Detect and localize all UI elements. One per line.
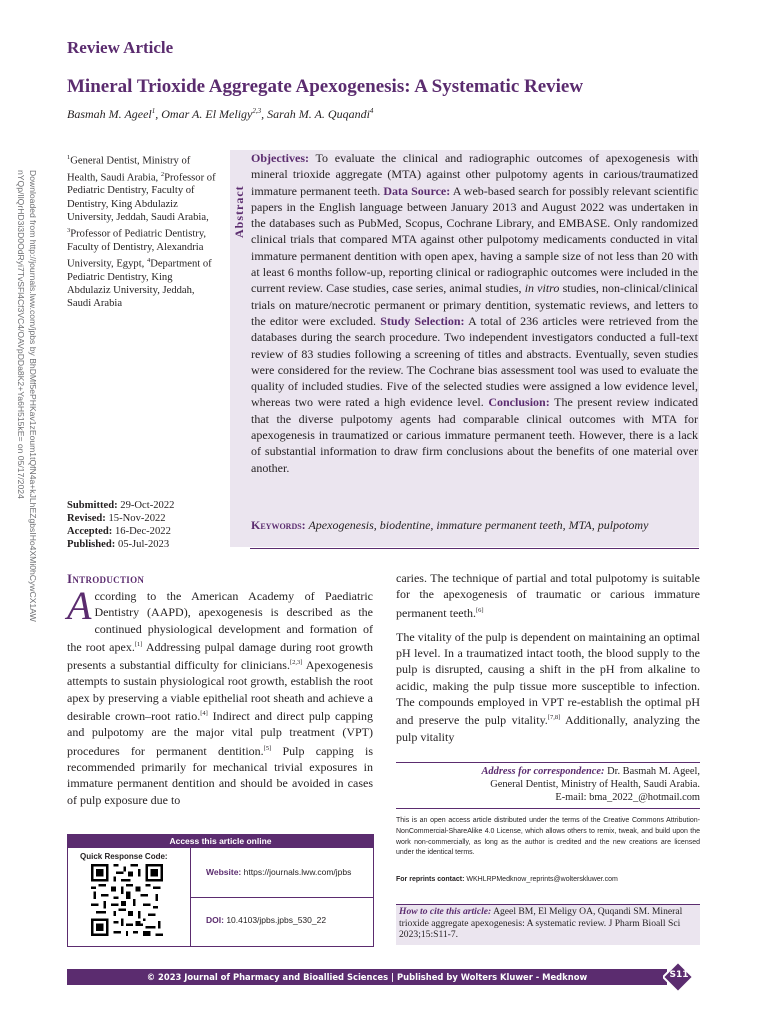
introduction-column-left: According to the American Academy of Paediatric Dentistry (AAPD), apexogenesis is described as the continued physiological development and formation of the root apex.[1] Addressing pulpal damage during root growth presents a substantial difficulty for clinicians.[2,3] Apexogenesis attempts to sustain physiological root growth, establish the root apex by preserving a viable epithelial root sheath and achieve a desirable crown–root ratio.[4] Indirect and direct pulp capping and pulpotomy are the major vital pulp treatment (VPT) procedures for permanent dentition.[5] Pulp capping is recommended primarily for mechanical trivial exposures in immature permanent dentition and should be avoided in cases of pulp exposure due to bbox=[67, 583, 374, 807]
introduction-heading: Introduction bbox=[67, 571, 145, 586]
objectives-label: Objectives: bbox=[251, 151, 309, 165]
author-name: Sarah M. A. Quqandi bbox=[267, 107, 370, 121]
introduction-column-right bbox=[396, 570, 700, 753]
qr-label: Quick Response Code: bbox=[80, 852, 168, 861]
date-accepted: Accepted: 16-Dec-2022 bbox=[67, 526, 171, 537]
drop-cap: A bbox=[67, 583, 92, 628]
conclusion-label: Conclusion: bbox=[488, 395, 550, 410]
correspondence-email[interactable]: E-mail: bma_2022_@hotmail.com bbox=[555, 792, 700, 803]
citation-ref[interactable]: [5] bbox=[263, 744, 272, 752]
article-dates bbox=[67, 499, 227, 551]
citation-ref[interactable]: [6] bbox=[475, 606, 484, 614]
keywords bbox=[251, 517, 698, 533]
article-type: Review Article bbox=[67, 38, 174, 57]
license-text: This is an open access article distributed under the terms of the Creative Commons Attribution-NonCommercial-ShareAlike 4.0 License, which allows others to remix, tweak, and build upon the work non-commercially, as long as the author is credited and the new creations are licensed under the identical terms. bbox=[396, 817, 700, 857]
affiliation: Professor of Pediatric Dentistry, Faculty of Dentistry, Alexandria University, Egypt, bbox=[67, 228, 207, 270]
download-watermark bbox=[8, 170, 48, 622]
citation-ref[interactable]: [2,3] bbox=[289, 659, 303, 667]
date-published: Published: 05-Jul-2023 bbox=[67, 539, 170, 550]
reprints-contact: For reprints contact: WKHLRPMedknow_reprints@wolterskluwer.com bbox=[396, 876, 618, 883]
data-source-text: A web-based search for possibly relevant scientific papers in the English language between January 2013 and August 2022 was undertaken in the databases such as PubMed, Scopus, Cochrane Library, and EMBASE. Only randomized clinical trials that compared MTA against other pulpotomy medicaments conducted in vital immature permanent dentition with open apex, having a sample size of not less than 20 with at least 6 months follow-up, reporting clinical or radiographic outcomes were included in the current review. Case studies, case series, animal studies, bbox=[251, 183, 698, 296]
footer-text: © 2023 Journal of Pharmacy and Bioallied Sciences | Published by Wolters Kluwer - Medknow bbox=[146, 972, 588, 982]
citation-ref[interactable]: [4] bbox=[200, 710, 208, 718]
citation-ref[interactable]: [1] bbox=[134, 640, 143, 648]
author-name: Omar A. El Meligy bbox=[161, 107, 253, 121]
date-revised: Revised: 15-Nov-2022 bbox=[67, 513, 166, 524]
doi-link[interactable]: DOI: 10.4103/jpbs.jpbs_530_22 bbox=[206, 915, 327, 925]
affiliation: General Dentist, Ministry of Health, Saudi Arabia, bbox=[67, 155, 191, 184]
study-selection-text: A total of 236 articles were retrieved from the databases during the search procedure. Two independent investigators conducted a full-text review of 83 studies following a screening of titles and abstracts. Eventually, seven studies were considered for the review. The Cochrane bias assessment tool was used to evaluate the quality of included studies. Five of the selected studies were assigned a low evidence level, whereas two were rated a high evidence level. bbox=[251, 313, 698, 410]
paragraph: caries. The technique of partial and total pulpotomy is suitable for the apexogenesis of traumatic or carious immature permanent teeth.[6] bbox=[396, 571, 700, 620]
keywords-label: Keywords: bbox=[251, 518, 306, 532]
study-selection-label: Study Selection: bbox=[380, 313, 465, 328]
website-link[interactable]: Website: https://journals.lww.com/jpbs bbox=[206, 867, 352, 877]
affiliation: Professor of Pediatric Dentistry, Faculty of Dentistry, King Abdulaziz University, Jeddah, Saudi Arabia, bbox=[67, 172, 216, 223]
citation-ref[interactable]: [7,8] bbox=[547, 714, 561, 722]
access-online-heading: Access this article online bbox=[67, 834, 374, 848]
qr-code-icon[interactable] bbox=[91, 864, 163, 936]
correspondence-label: Address for correspondence: bbox=[481, 766, 605, 777]
watermark-line-2: nYQp/IlQrHD3i3D0OdRyi7TvSFl4Cf3VC4/OAVpDDa8K2+Ya6H515kE= on 05/17/2024 bbox=[16, 170, 26, 499]
article-title: Mineral Trioxide Aggregate Apexogenesis: A Systematic Review bbox=[67, 76, 584, 97]
cite-text: How to cite this article: Ageel BM, El Meligy OA, Quqandi SM. Mineral trioxide aggregate apexogenesis: A systematic review. J Pharm Bioall Sci 2023;15:S11-7. bbox=[399, 906, 683, 941]
abstract-tab: Abstract bbox=[230, 150, 248, 240]
conclusion-text: The present review indicated that the diverse pulpotomy agents had comparable clinical outcomes with MTA for apexogenesis in traumatized or carious immature permanent teeth. However, there is a lack of substantial information to draw firm conclusions about the benefits of one material over another. bbox=[251, 395, 698, 475]
affiliation: Department of Pediatric Dentistry, King Abdulaziz University, Jeddah, Saudi Arabia bbox=[67, 258, 212, 310]
divider bbox=[191, 897, 374, 898]
correspondence-box: Address for correspondence: Dr. Basmah M. Ageel, General Dentist, Ministry of Health, Saudi Arabia. E-mail: bma_2022_@hotmail.com bbox=[396, 762, 700, 809]
author-list: Basmah M. Ageel$^1$, Omar A. El Meligy$^{2,3}$, Sarah M. A. Quqandi$^4$ bbox=[67, 107, 374, 121]
page-number: S11 bbox=[669, 970, 689, 980]
reprints-email[interactable]: WKHLRPMedknow_reprints@wolterskluwer.com bbox=[466, 876, 618, 883]
paragraph: The vitality of the pulp is dependent on maintaining an optimal pH level. In a traumatized intact tooth, the blood supply to the pulp is disrupted, causing a shift in the pH from alkaline to acidic, making the pulp tissue more susceptible to infection. The compounds employed in VPT re-establish the optimal pH and preserve the pulp vitality.[7,8] Additionally, analyzing the pulp vitality bbox=[396, 629, 700, 744]
author-name: Basmah M. Ageel bbox=[67, 107, 152, 121]
watermark-line-1: Downloaded from http://journals.lww.com/jpbs by BhDMf5ePHKav1zEoum1tQfN4a+kJLhEZgbsIHo4XMi0hCywCX1AW bbox=[28, 170, 38, 622]
keywords-text: Apexogenesis, biodentine, immature permanent teeth, MTA, pulpotomy bbox=[308, 518, 649, 532]
abstract-divider bbox=[250, 548, 699, 549]
affiliations: $^1$General Dentist, Ministry of Health, Saudi Arabia, $^2$Professor of Pediatric Dentistry, Faculty of Dentistry, King Abdulaziz University, Jeddah, Saudi Arabia, $^3$Professor of Pediatric Dentistry, Faculty of Dentistry, Alexandria University, Egypt, $^4$Department of Pediatric Dentistry, King Abdulaziz University, Jeddah, Saudi Arabia bbox=[67, 154, 216, 310]
date-submitted: Submitted: 29-Oct-2022 bbox=[67, 500, 175, 511]
abstract-text: Objectives: To evaluate the clinical and radiographic outcomes of apexogenesis with mineral trioxide aggregate (MTA) against other pulpotomy agents in carious/traumatized immature permanent teeth. Data Source: A web-based search for possibly relevant scientific papers in the English language between January 2013 and August 2022 was undertaken in the databases such as PubMed, Scopus, Cochrane Library, and EMBASE. Only randomized clinical trials that compared MTA against other pulpotomy medicaments conducted in vital immature permanent dentition with open apex, having a sample size of not less than 20 with at least 6 months follow-up, reporting clinical or radiographic outcomes were included in the current review. Case studies, case series, animal studies, in vitro studies, non-clinical/clinical trials on mature/necrotic permanent or primary dentition, systematic reviews, and letters to the editor were excluded. Study Selection: A total of 236 articles were retrieved from the databases during the search procedure. Two independent investigators conducted a full-text review of 83 studies following a screening of titles and abstracts. Eventually, seven studies were considered for the review. The Cochrane bias assessment tool was used to evaluate the quality of included studies. Five of the selected studies were assigned a low evidence level, whereas two were rated a high evidence level. Conclusion: The present review indicated that the diverse pulpotomy agents had comparable clinical outcomes with MTA for apexogenesis in traumatized or carious immature permanent teeth. However, there is a lack of substantial information to draw firm conclusions about the benefits of one material over another. bbox=[251, 151, 699, 475]
objectives-text: To evaluate the clinical and radiographic outcomes of apexogenesis with mineral trioxide aggregate (MTA) against other pulpotomy agents in carious/traumatized immature permanent teeth. bbox=[251, 151, 698, 198]
data-source-label: Data Source: bbox=[383, 183, 451, 198]
